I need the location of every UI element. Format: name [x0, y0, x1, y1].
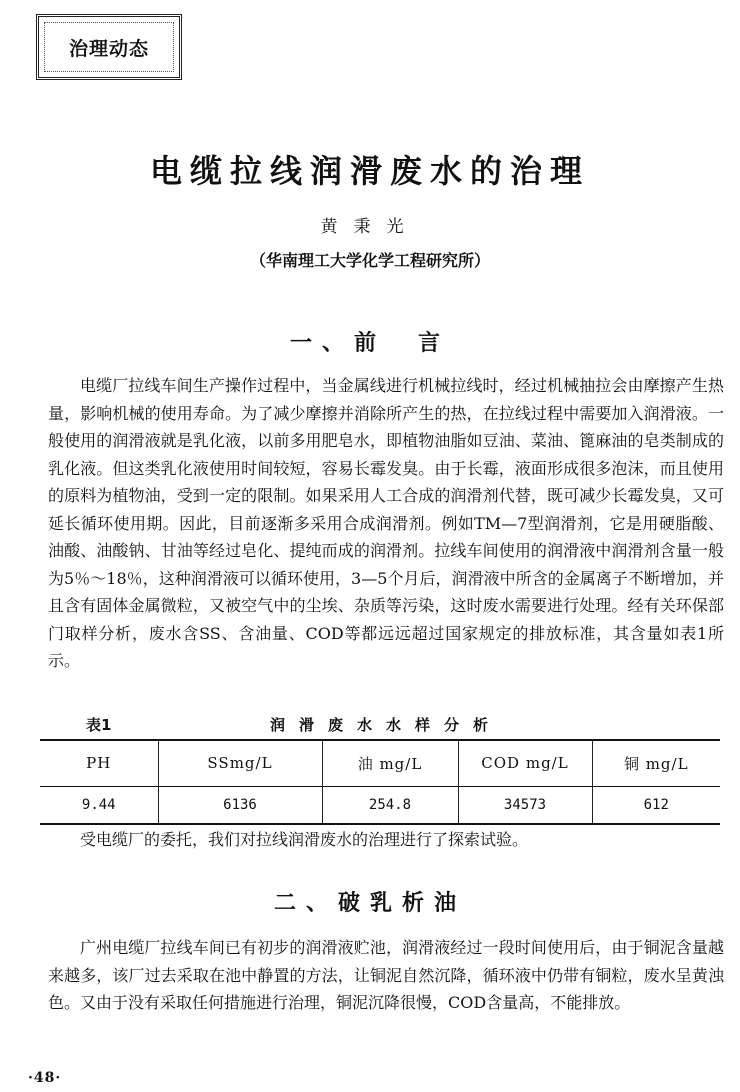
cell-copper: 612 [592, 786, 720, 824]
col-header-copper: 铜 mg/L [592, 740, 720, 786]
table-caption [48, 714, 724, 738]
table-number: 表1 [86, 716, 112, 734]
cell-cod: 34573 [458, 786, 592, 824]
section-heading-demulsification: 二、破乳析油 [273, 891, 466, 916]
cell-oil: 254.8 [322, 786, 458, 824]
after-table-paragraph: 受电缆厂的委托，我们对拉线润滑废水的治理进行了探索试验。 [80, 830, 529, 849]
section-heading-intro: 一、前 言 [289, 331, 450, 356]
cell-ph: 9.44 [81, 796, 116, 813]
col-header-ss: SSmg/L [158, 740, 322, 786]
author-name: 黄秉光 [320, 217, 420, 237]
col-header-oil: 油 mg/L [322, 740, 458, 786]
cell-ss: 6136 [158, 786, 322, 824]
table-header-row [40, 740, 720, 786]
section-tag-label: 治理动态 [68, 37, 149, 60]
table-row [40, 786, 720, 824]
page-number: ·48· [28, 1070, 62, 1086]
section-tag-box [36, 14, 182, 80]
intro-paragraph: 电缆厂拉线车间生产操作过程中，当金属线进行机械拉线时，经过机械抽拉会由摩擦产生热量，影响机械的使用寿命。为了减少摩擦并消除所产生的热，在拉线过程中需要加入润滑液。一般使用的润滑液就是乳化液，以前多用肥皂水，即植物油脂如豆油、菜油、篦麻油的皂类制成的乳化液。但这类乳化液使用时间较短，容易长霉发臭。由于长霉，液面形成很多泡沫，而且使用的原料为植物油，受到一定的限制。如果采用人工合成的润滑剂代替，既可减少长霉发臭，又可延长循环使用期。因此，目前逐渐多采用合成润滑剂。例如TM—7型润滑剂，它是用硬脂酸、油酸、油酸钠、甘油等经过皂化、提纯而成的润滑剂。拉线车间使用的润滑液中润滑剂含量一般为5％～18％，这种润滑液可以循环使用，3—5个月后，润滑液中所含的金属离子不断增加，并且含有固体金属微粒，又被空气中的尘埃、杂质等污染，这时废水需要进行处理。经有关环保部门取样分析，废水含SS、含油量、COD等都远远超过国家规定的排放标准，其含量如表1所示。 [48, 376, 724, 670]
analysis-table [40, 739, 720, 825]
demulsification-paragraph: 广州电缆厂拉线车间已有初步的润滑液贮池，润滑液经过一段时间使用后，由于铜泥含量越来越多，该厂过去采取在池中静置的方法，让铜泥自然沉降，循环液中仍带有铜粒，废水呈黄浊色。又由于没有采取任何措施进行治理，铜泥沉降很慢，COD含量高，不能排放。 [48, 938, 724, 1012]
article-title: 电缆拉线润滑废水的治理 [149, 152, 590, 190]
col-header-cod: COD mg/L [458, 740, 592, 786]
col-header-ph: PH [86, 754, 112, 773]
author-affiliation: （华南理工大学化学工程研究所） [249, 251, 490, 270]
table-title: 润滑废水水样分析 [269, 716, 502, 734]
